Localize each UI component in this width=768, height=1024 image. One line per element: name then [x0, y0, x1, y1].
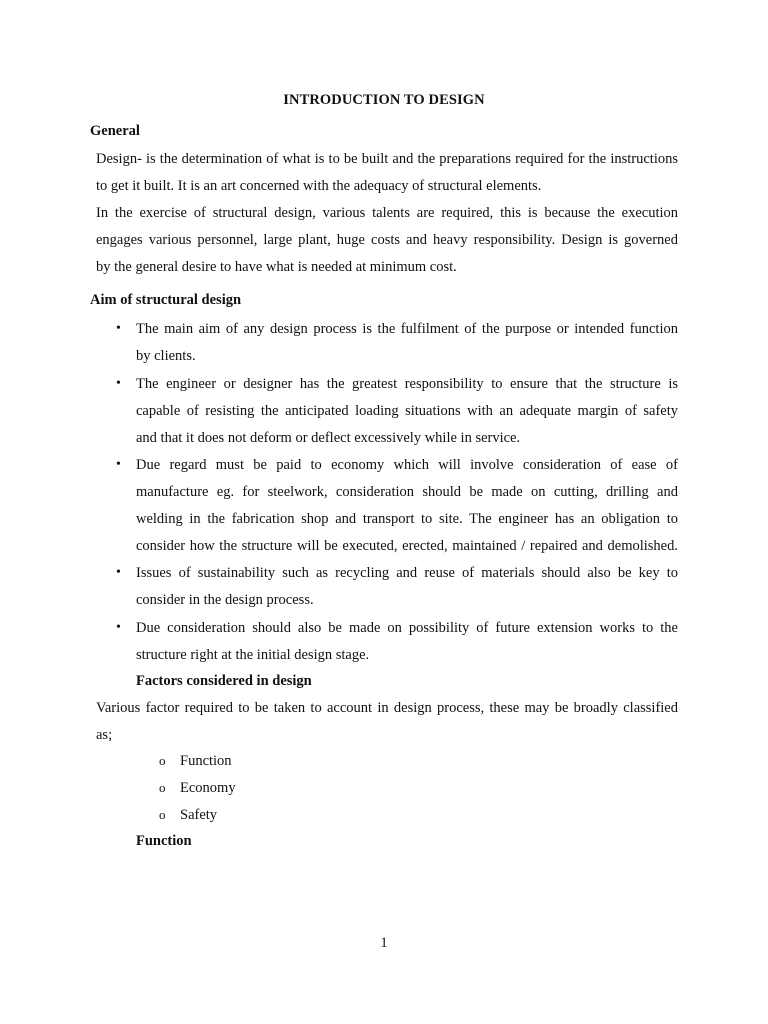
bullet-line: structure right at the initial design stage. [136, 647, 370, 663]
bullet-line: Due consideration should also be made on possibility of future extension works to the [136, 620, 678, 636]
section-heading-function: Function [136, 833, 192, 849]
paragraph-line: as; [96, 727, 113, 743]
document-title: INTRODUCTION TO DESIGN [283, 92, 485, 108]
bullet-icon: • [116, 457, 121, 472]
bullet-icon: • [116, 321, 121, 336]
list-item: Economy [180, 780, 236, 796]
bullet-icon: • [116, 565, 121, 580]
bullet-line: Due regard must be paid to economy which will involve consideration of ease of [136, 457, 678, 473]
paragraph-line: Design- is the determination of what is to be built and the preparations required for the instructions [96, 151, 678, 167]
section-heading-factors: Factors considered in design [136, 673, 312, 689]
paragraph-line: In the exercise of structural design, various talents are required, this is because the execution [96, 205, 678, 221]
paragraph-line: by the general desire to have what is needed at minimum cost. [96, 259, 457, 275]
section-heading-general: General [90, 123, 140, 139]
list-marker-icon: o [159, 780, 166, 795]
bullet-line: and that it does not deform or deflect excessively while in service. [136, 430, 521, 446]
bullet-line: consider in the design process. [136, 592, 314, 608]
bullet-line: Issues of sustainability such as recycling and reuse of materials should also be key to [136, 565, 678, 581]
bullet-line: The main aim of any design process is the fulfilment of the purpose or intended function [136, 321, 678, 337]
paragraph-line: to get it built. It is an art concerned with the adequacy of structural elements. [96, 178, 542, 194]
bullet-icon: • [116, 620, 121, 635]
bullet-line: welding in the fabrication shop and transport to site. The engineer has an obligation to [136, 511, 678, 527]
list-marker-icon: o [159, 807, 166, 822]
paragraph-line: Various factor required to be taken to account in design process, these may be broadly classified [96, 700, 678, 716]
bullet-icon: • [116, 376, 121, 391]
bullet-line: by clients. [136, 348, 196, 364]
bullet-line: The engineer or designer has the greatest responsibility to ensure that the structure is [136, 376, 678, 392]
page-number: 1 [380, 935, 388, 951]
bullet-line: consider how the structure will be executed, erected, maintained / repaired and demolished. [136, 538, 678, 554]
paragraph-line: engages various personnel, large plant, huge costs and heavy responsibility. Design is governed [96, 232, 678, 248]
bullet-line: capable of resisting the anticipated loading situations with an adequate margin of safety [136, 403, 678, 419]
list-item: Function [180, 753, 232, 769]
list-item: Safety [180, 807, 218, 823]
bullet-line: manufacture eg. for steelwork, consideration should be made on cutting, drilling and [136, 484, 678, 500]
list-marker-icon: o [159, 753, 166, 768]
section-heading-aim: Aim of structural design [90, 292, 242, 308]
